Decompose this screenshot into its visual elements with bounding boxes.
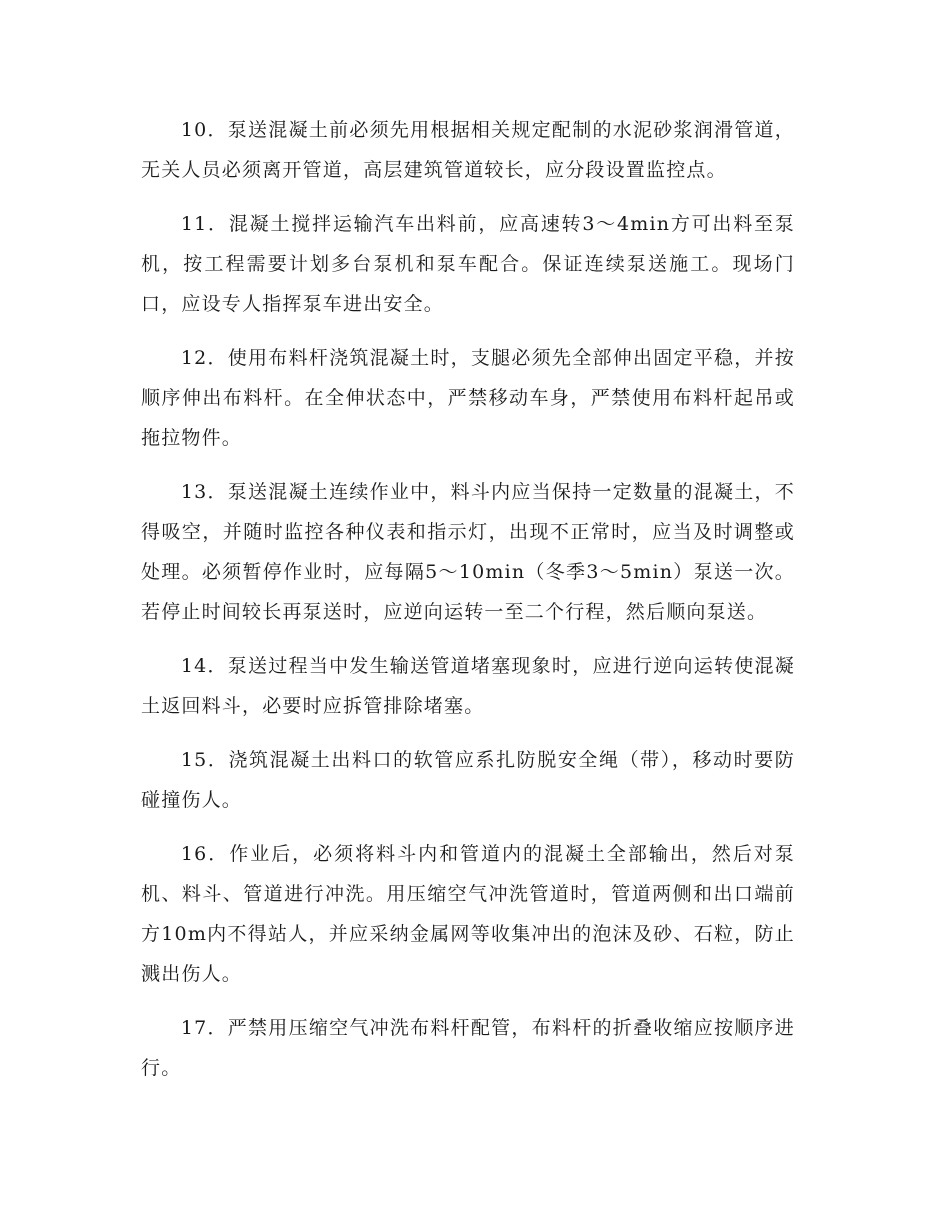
document-body xyxy=(141,110,795,1102)
paragraph-11: 11．混凝土搅拌运输汽车出料前，应高速转3～4min方可出料至泵机，按工程需要计划多台泵机和泵车配合。保证连续泵送施工。现场门口，应设专人指挥泵车进出安全。 xyxy=(141,213,795,315)
paragraph-14: 14．泵送过程当中发生输送管道堵塞现象时，应进行逆向运转使混凝土返回料斗，必要时应拆管排除堵塞。 xyxy=(141,655,795,717)
paragraph-12: 12．使用布料杆浇筑混凝土时，支腿必须先全部伸出固定平稳，并按顺序伸出布料杆。在全伸状态中，严禁移动车身，严禁使用布料杆起吊或拖拉物件。 xyxy=(141,347,795,449)
paragraph-15: 15．浇筑混凝土出料口的软管应系扎防脱安全绳（带），移动时要防碰撞伤人。 xyxy=(141,749,795,811)
paragraph-16: 16．作业后，必须将料斗内和管道内的混凝土全部输出，然后对泵机、料斗、管道进行冲洗。用压缩空气冲洗管道时，管道两侧和出口端前方10m内不得站人，并应采纳金属网等收集冲出的泡沫及砂、石粒，防止溅出伤人。 xyxy=(141,843,795,985)
paragraph-13: 13．泵送混凝土连续作业中，料斗内应当保持一定数量的混凝土，不得吸空，并随时监控各种仪表和指示灯，出现不正常时，应当及时调整或处理。必须暂停作业时，应每隔5～10min（冬季3～5min）泵送一次。若停止时间较长再泵送时，应逆向运转一至二个行程，然后顺向泵送。 xyxy=(141,481,795,623)
paragraph-17: 17．严禁用压缩空气冲洗布料杆配管，布料杆的折叠收缩应按顺序进行。 xyxy=(141,1017,795,1079)
paragraph-10: 10．泵送混凝土前必须先用根据相关规定配制的水泥砂浆润滑管道，无关人员必须离开管道，高层建筑管道较长，应分段设置监控点。 xyxy=(141,119,795,181)
